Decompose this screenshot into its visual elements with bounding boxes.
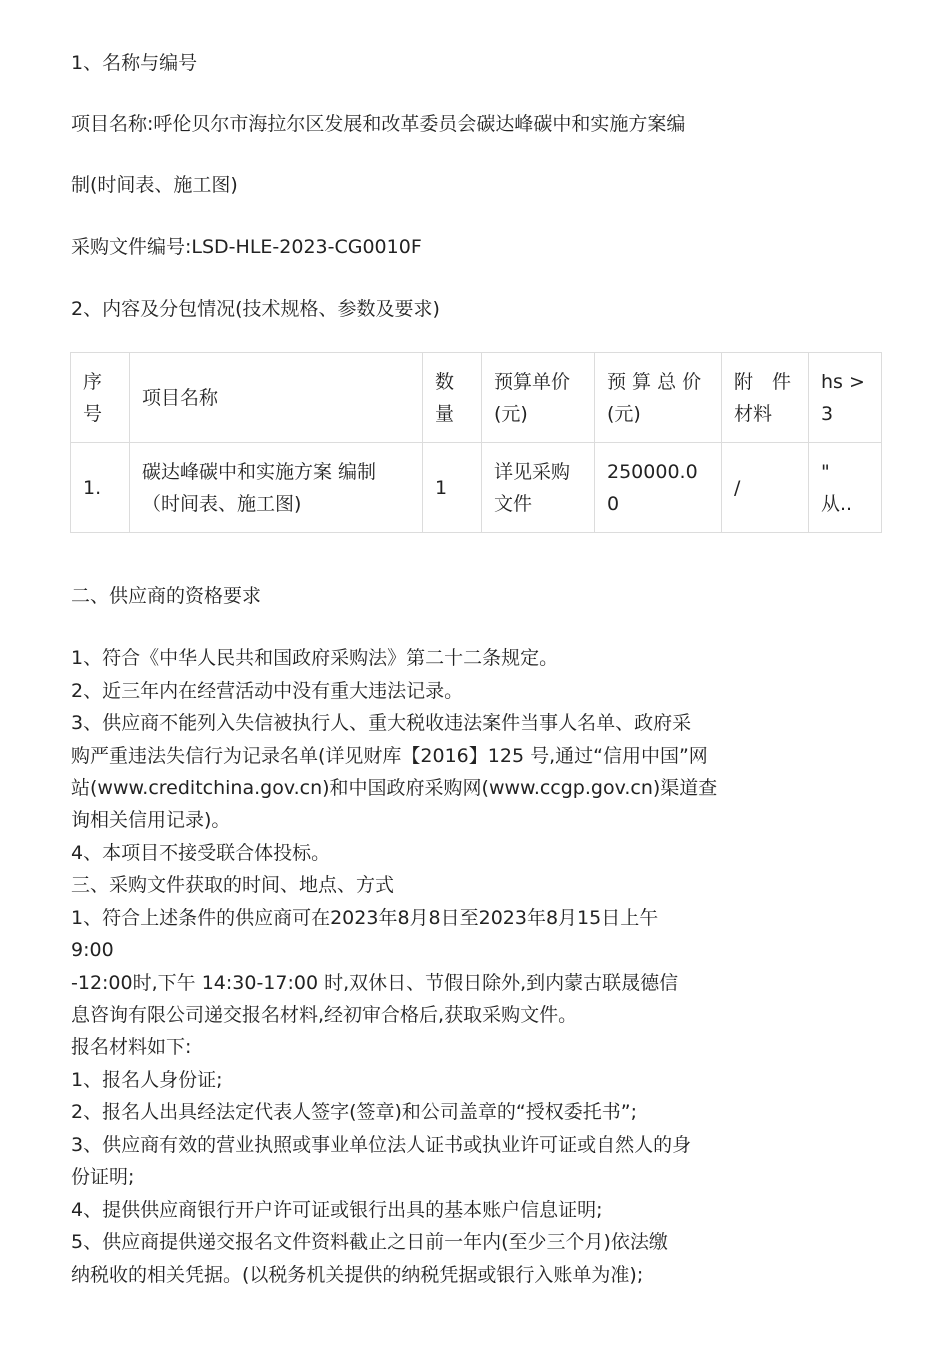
table-row	[71, 443, 882, 533]
header-hs-line2: 3	[821, 402, 834, 425]
cell-total-price-line1: 250000.0	[607, 460, 698, 483]
qualification-item: 4、本项目不接受联合体投标。	[71, 842, 331, 864]
header-unit-price-line2: (元)	[494, 402, 528, 425]
cell-project-name-line2: （时间表、施工图)	[142, 492, 302, 515]
acquisition-line: 报名材料如下:	[71, 1036, 192, 1058]
header-unit-price	[482, 353, 595, 443]
project-name-line2: 制(时间表、施工图)	[71, 174, 238, 196]
cell-hs-line2: 从..	[821, 492, 853, 515]
qualification-item: 购严重违法失信行为记录名单(详见财库【2016】125 号,通过“信用中国”网	[71, 745, 708, 767]
cell-project-name-line1: 碳达峰碳中和实施方案 编制	[142, 460, 377, 483]
cell-seq: 1.	[71, 443, 130, 533]
cell-total-price-line2: 0	[607, 492, 620, 515]
acquisition-line: 5、供应商提供递交报名文件资料截止之日前一年内(至少三个月)依法缴	[71, 1231, 668, 1253]
acquisition-line: 2、报名人出具经法定代表人签字(签章)和公司盖章的“授权委托书”;	[71, 1101, 638, 1123]
section-heading-acquisition: 三、采购文件获取的时间、地点、方式	[71, 874, 395, 896]
header-attachment	[722, 353, 809, 443]
header-seq-line2: 号	[83, 402, 103, 425]
qualification-item: 询相关信用记录)。	[71, 809, 231, 831]
acquisition-line: 息咨询有限公司递交报名材料,经初审合格后,获取采购文件。	[71, 1004, 578, 1026]
header-hs-line1: hs >	[821, 370, 865, 393]
header-total-price	[595, 353, 722, 443]
acquisition-line: -12:00时,下午 14:30-17:00 时,双休日、节假日除外,到内蒙古联晟德信	[71, 972, 679, 994]
project-name-line1: 项目名称:呼伦贝尔市海拉尔区发展和改革委员会碳达峰碳中和实施方案编	[71, 113, 686, 135]
header-total-price-line1: 预 算 总 价	[607, 370, 702, 393]
qualification-item: 3、供应商不能列入失信被执行人、重大税收违法案件当事人名单、政府采	[71, 712, 692, 734]
procurement-file-number: 采购文件编号:LSD-HLE-2023-CG0010F	[71, 236, 422, 258]
header-attachment-line2: 材料	[734, 402, 773, 425]
qualification-item: 1、符合《中华人民共和国政府采购法》第二十二条规定。	[71, 647, 559, 669]
header-seq	[71, 353, 130, 443]
header-seq-line1: 序	[83, 370, 103, 393]
section-heading-qualification: 二、供应商的资格要求	[71, 585, 262, 607]
cell-hs	[809, 443, 882, 533]
section-heading-content: 2、内容及分包情况(技术规格、参数及要求)	[71, 298, 440, 320]
header-attachment-line1: 附 件	[734, 370, 792, 393]
cell-unit-price-line2: 文件	[494, 492, 533, 515]
acquisition-line: 9:00	[71, 939, 114, 961]
acquisition-line: 份证明;	[71, 1166, 135, 1188]
table-header-row	[71, 353, 882, 443]
cell-project-name	[130, 443, 423, 533]
acquisition-line: 1、符合上述条件的供应商可在2023年8月8日至2023年8月15日上午	[71, 907, 659, 929]
cell-attachment: /	[722, 443, 809, 533]
cell-qty: 1	[423, 443, 482, 533]
header-hs	[809, 353, 882, 443]
acquisition-line: 1、报名人身份证;	[71, 1069, 223, 1091]
section-heading-name-number: 1、名称与编号	[71, 52, 198, 74]
acquisition-line: 4、提供供应商银行开户许可证或银行出具的基本账户信息证明;	[71, 1199, 603, 1221]
cell-hs-line1: "	[821, 460, 830, 483]
header-qty-line1: 数	[435, 370, 455, 393]
acquisition-line: 3、供应商有效的营业执照或事业单位法人证书或执业许可证或自然人的身	[71, 1134, 692, 1156]
header-unit-price-line1: 预算单价	[494, 370, 571, 393]
cell-total-price	[595, 443, 722, 533]
qualification-item: 站(www.creditchina.gov.cn)和中国政府采购网(www.ccgp.gov.cn)渠道查	[71, 777, 718, 799]
header-total-price-line2: (元)	[607, 402, 641, 425]
acquisition-line: 纳税收的相关凭据。(以税务机关提供的纳税凭据或银行入账单为准);	[71, 1264, 644, 1286]
qualification-item: 2、近三年内在经营活动中没有重大违法记录。	[71, 680, 464, 702]
cell-unit-price	[482, 443, 595, 533]
header-project-name: 项目名称	[130, 353, 423, 443]
cell-unit-price-line1: 详见采购	[494, 460, 571, 483]
header-qty-line2: 量	[435, 402, 455, 425]
spec-table	[70, 352, 882, 533]
header-qty	[423, 353, 482, 443]
